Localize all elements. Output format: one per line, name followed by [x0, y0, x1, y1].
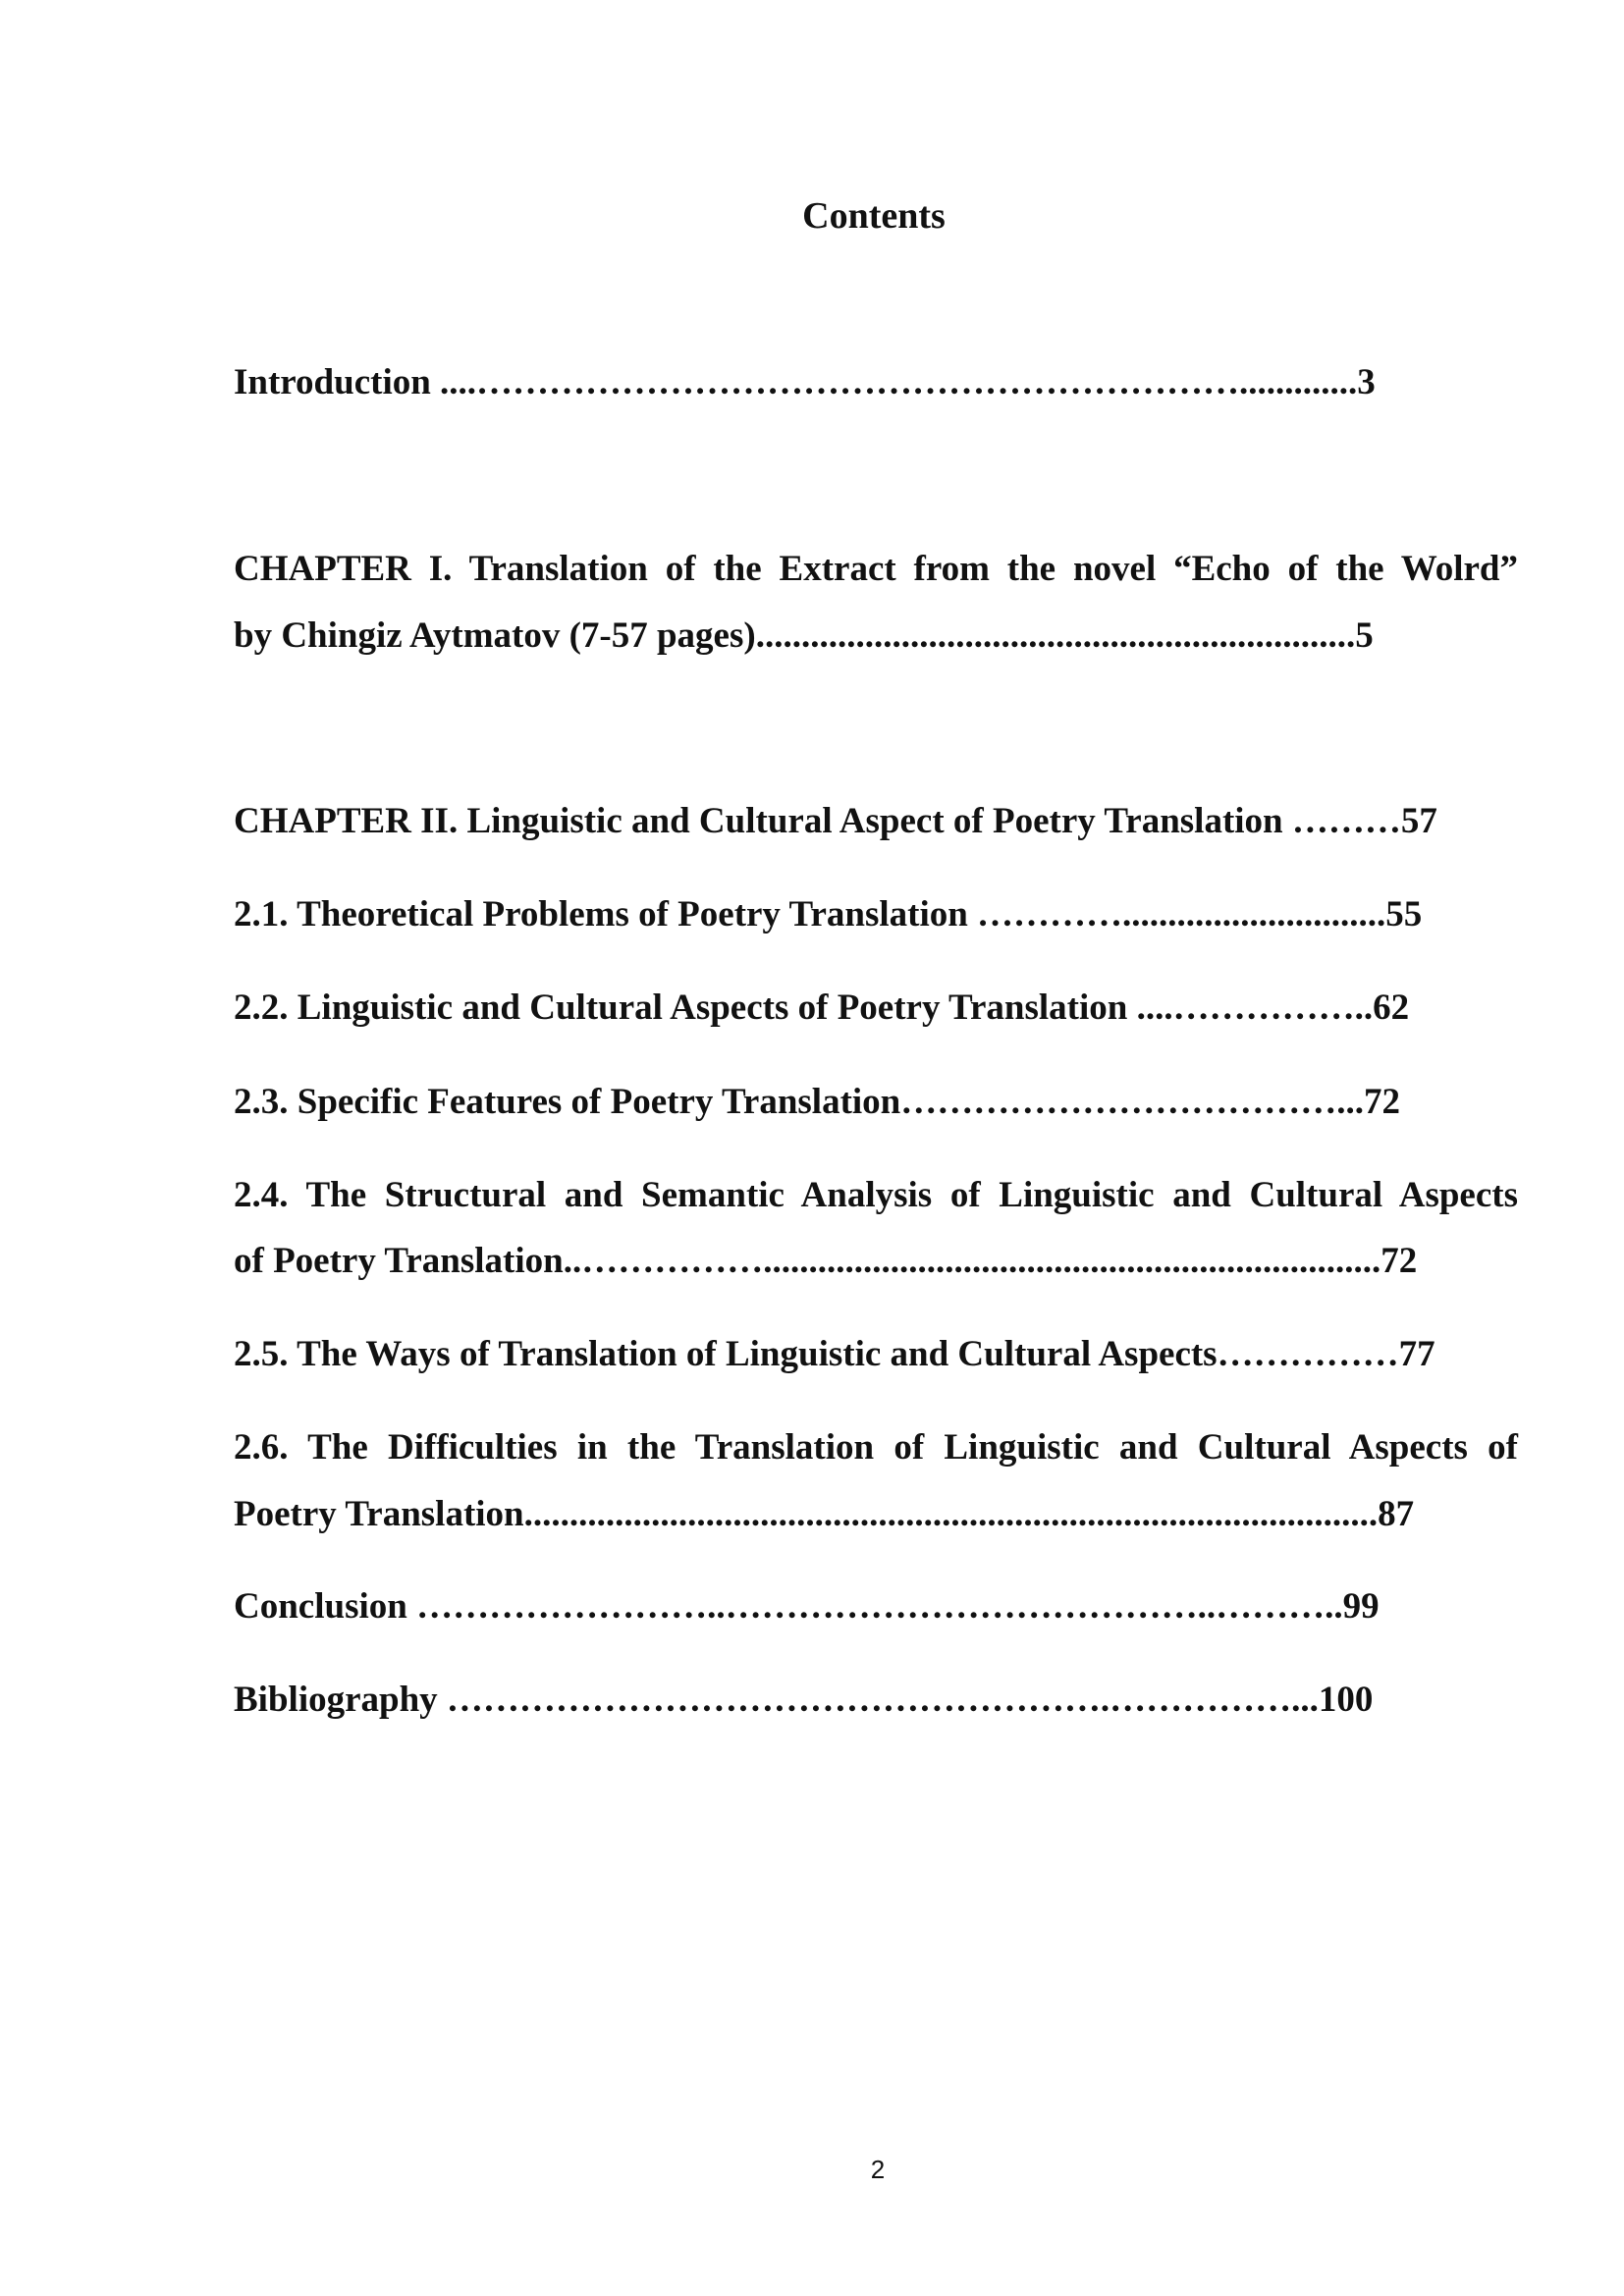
toc-entry-introduction: Introduction ....……………………………………………………….............3 [234, 362, 1376, 402]
page-number: 2 [870, 2155, 886, 2184]
toc-entry-2-6-line2: Poetry Translation..............................................................................................87 [234, 1494, 1415, 1534]
toc-entry-2-2: 2.2. Linguistic and Cultural Aspects of Poetry Translation ....……………..62 [234, 988, 1410, 1028]
toc-entry-chapter1-line1: CHAPTER I. Translation of the Extract from the novel “Echo of the Wolrd” [234, 549, 1518, 589]
toc-entry-bibliography: Bibliography ……………………………………………….……………...100 [234, 1680, 1374, 1720]
toc-entry-chapter1-line2: by Chingiz Aytmatov (7-57 pages)..................................................................5 [234, 615, 1374, 656]
toc-entry-2-1: 2.1. Theoretical Problems of Poetry Translation ………….............................55 [234, 894, 1423, 934]
toc-entry-2-3: 2.3. Specific Features of Poetry Translation………………………………...72 [234, 1082, 1401, 1122]
toc-entry-2-5: 2.5. The Ways of Translation of Linguistic and Cultural Aspects……………77 [234, 1334, 1435, 1374]
toc-entry-2-6-line1: 2.6. The Difficulties in the Translation of Linguistic and Cultural Aspects of [234, 1427, 1518, 1468]
toc-entry-2-4-line1: 2.4. The Structural and Semantic Analysis of Linguistic and Cultural Aspects [234, 1175, 1518, 1215]
page-title: Contents [802, 195, 946, 237]
toc-entry-2-4-line2: of Poetry Translation..……………....................................................................72 [234, 1241, 1418, 1281]
toc-entry-chapter2: CHAPTER II. Linguistic and Cultural Aspect of Poetry Translation ………57 [234, 801, 1437, 841]
toc-entry-conclusion: Conclusion ……………………..…………………………………..………..99 [234, 1586, 1380, 1627]
